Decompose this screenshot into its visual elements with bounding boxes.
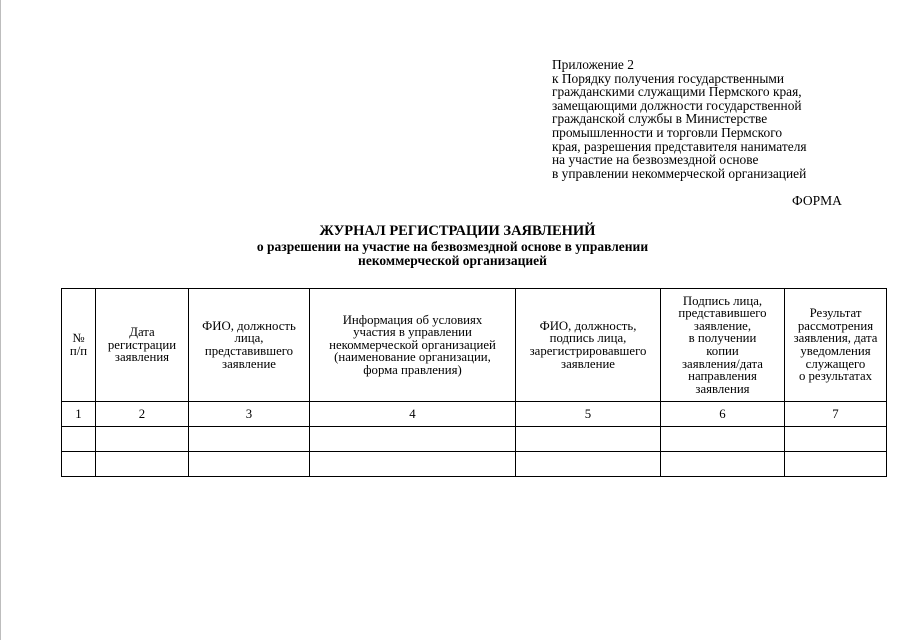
table-cell [62,427,96,452]
table-cell [661,452,785,477]
header-text-line: заявление [561,356,615,371]
header-text-line: ФИО, должность, [539,318,637,333]
header-cell-copy-receipt [661,289,785,402]
header-text-line: заявления, дата [793,331,878,346]
appendix-line: гражданской службы в Министерстве [552,111,768,127]
header-text-line: ФИО, должность [202,318,296,333]
journal-subtitle-line-1: о разрешении на участие на безвозмездной основе в управлении [256,239,649,254]
page-left-edge [0,0,1,640]
header-text-line: зарегистрировавшего [529,344,647,358]
column-number-cell: 4 [310,402,516,427]
appendix-line: Приложение 2 [552,57,634,72]
table-cell [785,427,887,452]
header-text-line: Дата [129,325,155,340]
column-number-cell: 7 [785,402,887,427]
header-text-line: участия в управлении [353,325,472,340]
registration-journal-table [61,288,887,477]
table-cell [310,452,516,477]
appendix-line: промышленности и торговли Пермского [552,124,783,140]
header-text-line: п/п [69,344,88,358]
table-cell [516,427,661,452]
header-text-line: копии [706,344,739,358]
column-number-cell: 1 [62,402,96,427]
header-text-line: заявления/дата [682,356,763,371]
column-number-cell: 3 [189,402,310,427]
journal-title: ЖУРНАЛ РЕГИСТРАЦИИ ЗАЯВЛЕНИЙ [319,223,596,239]
header-text-line: направления [688,369,757,384]
table-header-row [62,289,887,402]
table-cell [661,427,785,452]
header-text-line: заявления [695,381,750,396]
header-text-line: форма правления) [363,362,462,377]
column-number-row [62,402,887,427]
header-text-line: рассмотрения [797,318,874,333]
header-cell-participation-info [310,289,516,402]
header-text-line: служащего [805,356,866,371]
column-number-cell: 2 [96,402,189,427]
appendix-line: замещающими должности государственной [552,97,802,113]
header-text-line: Подпись лица, [682,293,763,308]
appendix-line: на участие на безвозмездной основе [552,152,759,168]
header-text-line: в получении [688,331,757,346]
table-cell [785,452,887,477]
table-cell [189,452,310,477]
table-cell [516,452,661,477]
appendix-line: гражданскими служащими Пермского края, [552,84,802,100]
table-cell [96,452,189,477]
column-number-cell: 5 [516,402,661,427]
appendix-header [552,58,807,180]
appendix-line: в управлении некоммерческой организацией [552,165,807,181]
header-text-line: заявление [222,356,276,371]
header-cell-review-result [785,289,887,402]
header-cell-registration-date [96,289,189,402]
appendix-line: края, разрешения представителя нанимателя [552,138,807,154]
table-cell [62,452,96,477]
journal-subtitle-line-2: некоммерческой организацией [358,253,547,268]
header-text-line: регистрации [107,337,177,352]
header-text-line: некоммерческой организацией [329,337,496,352]
header-text-line: подпись лица, [549,331,627,346]
table-cell [96,427,189,452]
header-text-line: представившего [678,306,767,321]
column-number-cell: 6 [661,402,785,427]
header-text-line: лица, [234,331,264,346]
table-row [62,452,887,477]
header-text-line: Результат [809,306,862,321]
header-text-line: № [72,331,85,346]
header-cell-number [62,289,96,402]
header-text-line: о результатах [798,369,873,384]
header-text-line: уведомления [800,344,871,358]
table-cell [189,427,310,452]
header-text-line: (наименование организации, [334,350,491,365]
table-cell [310,427,516,452]
header-cell-applicant [189,289,310,402]
header-text-line: заявления [114,350,170,365]
header-text-line: заявление, [693,318,752,333]
form-label: ФОРМА [792,193,842,208]
header-cell-registrar [516,289,661,402]
table-row [62,427,887,452]
appendix-line: к Порядку получения государственными [552,70,785,86]
header-text-line: Информация об условиях [342,312,483,327]
header-text-line: представившего [204,344,294,358]
